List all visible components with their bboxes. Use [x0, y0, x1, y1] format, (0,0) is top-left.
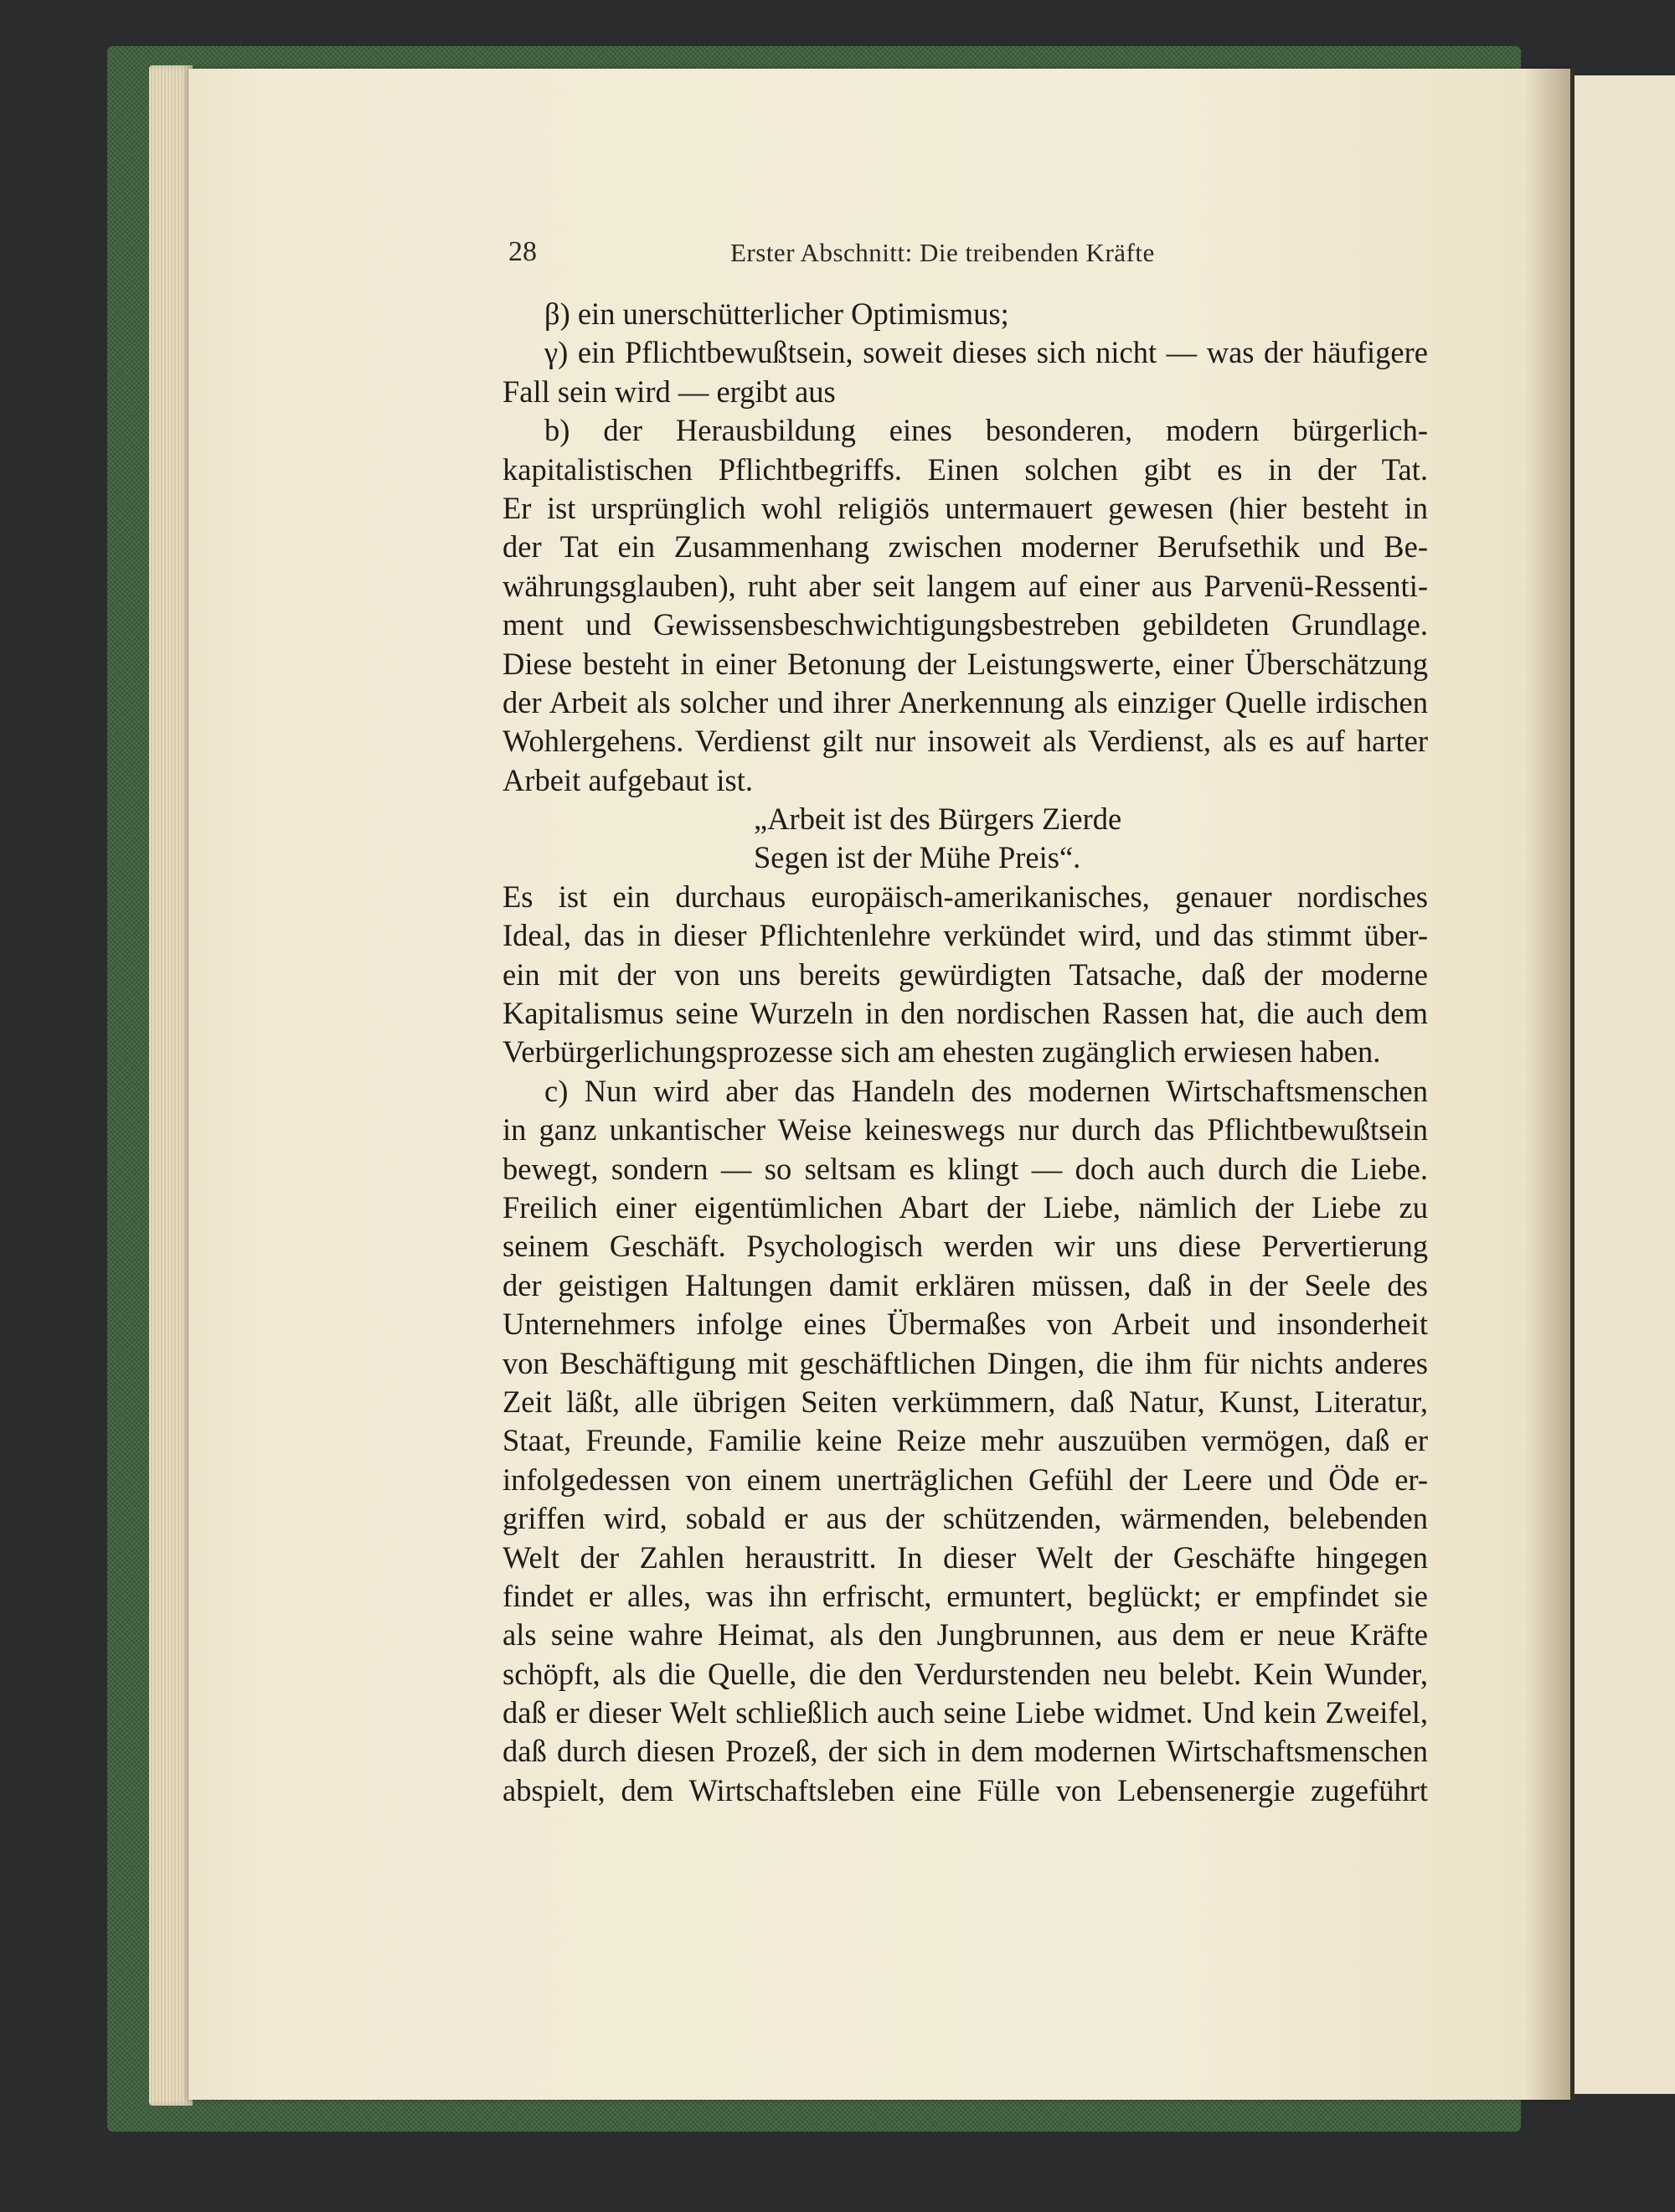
text-line: bewegt, sondern — so seltsam es klingt — doch auch durch die Liebe.	[502, 1151, 1428, 1186]
page-edges	[149, 65, 193, 2106]
text-line: Arbeit aufgebaut ist.	[502, 762, 754, 797]
text-line: Unternehmers infolge eines Übermaßes von Arbeit und insonderheit	[502, 1307, 1428, 1342]
page-number: 28	[508, 236, 537, 267]
text-line: der Tat ein Zusammenhang zwischen moderner Berufsethik und Be-	[502, 529, 1428, 565]
running-title: Erster Abschnitt: Die treibenden Kräfte	[730, 238, 1155, 267]
text-line: seinem Geschäft. Psychologisch werden wir uns diese Pervertierung	[502, 1229, 1428, 1264]
text-line: c) Nun wird aber das Handeln des modernen Wirtschaftsmenschen	[544, 1073, 1428, 1108]
text-line: ein mit der von uns bereits gewürdigten Tatsache, daß der moderne	[502, 956, 1428, 992]
text-line: b) der Herausbildung eines besonderen, modern bürgerlich-	[544, 413, 1428, 448]
text-line: in ganz unkantischer Weise keineswegs nur durch das Pflichtbewußtsein	[502, 1112, 1428, 1147]
text-line: Freilich einer eigentümlichen Abart der Liebe, nämlich der Liebe zu	[502, 1189, 1428, 1225]
text-line: Es ist ein durchaus europäisch-amerikanisches, genauer nordisches	[502, 879, 1428, 914]
text-line: griffen wird, sobald er aus der schützenden, wärmenden, belebenden	[502, 1501, 1428, 1536]
text-line: schöpft, als die Quelle, die den Verdurstenden neu belebt. Kein Wunder,	[502, 1656, 1428, 1691]
text-line: findet er alles, was ihn erfrischt, ermuntert, beglückt; er empfindet sie	[502, 1578, 1428, 1613]
text-line: γ) ein Pflichtbewußtsein, soweit dieses sich nicht — was der häufigere	[544, 335, 1428, 370]
text-line: Wohlergehens. Verdienst gilt nur insoweit als Verdienst, als es auf harter	[502, 724, 1428, 759]
text-line: als seine wahre Heimat, als den Jungbrunnen, aus dem er neue Kräfte	[502, 1617, 1428, 1653]
text-line: daß er dieser Welt schließlich auch seine Liebe widmet. Und kein Zweifel,	[502, 1695, 1428, 1730]
text-line: währungsglauben), ruht aber seit langem auf einer aus Parvenü-Ressenti-	[502, 568, 1428, 603]
page-header	[508, 236, 1430, 270]
text-line: Fall sein wird — ergibt aus	[502, 374, 836, 409]
text-line: der geistigen Haltungen damit erklären müssen, daß in der Seele des	[502, 1267, 1428, 1302]
text-line: Verbürgerlichungsprozesse sich am ehesten zugänglich erwiesen haben.	[502, 1034, 1381, 1070]
text-line: Er ist ursprünglich wohl religiös untermauert gewesen (hier besteht in	[502, 490, 1428, 525]
text-line: kapitalistischen Pflichtbegriffs. Einen solchen gibt es in der Tat.	[502, 451, 1428, 487]
gutter-shadow	[1524, 69, 1574, 2100]
text-line: Diese besteht in einer Betonung der Leistungswerte, einer Überschätzung	[502, 646, 1428, 681]
facing-page-edge	[1574, 75, 1675, 2094]
text-line: von Beschäftigung mit geschäftlichen Dingen, die ihm für nichts anderes	[502, 1345, 1428, 1380]
verse-line: „Arbeit ist des Bürgers Zierde	[754, 802, 1122, 837]
text-line: Kapitalismus seine Wurzeln in den nordischen Rassen hat, die auch dem	[502, 996, 1428, 1031]
text-line: der Arbeit als solcher und ihrer Anerkennung als einziger Quelle irdischen	[502, 684, 1428, 719]
text-line: Welt der Zahlen heraustritt. In dieser Welt der Geschäfte hingegen	[502, 1539, 1428, 1575]
text-line: Ideal, das in dieser Pflichtenlehre verkündet wird, und das stimmt über-	[502, 918, 1428, 953]
body-text	[502, 295, 1428, 1810]
text-line: daß durch diesen Prozeß, der sich in dem modernen Wirtschaftsmenschen	[502, 1734, 1428, 1769]
text-line: Zeit läßt, alle übrigen Seiten verkümmern, daß Natur, Kunst, Literatur,	[502, 1384, 1428, 1419]
verse-line: Segen ist der Mühe Preis“.	[754, 840, 1081, 875]
text-line: infolgedessen von einem unerträglichen Gefühl der Leere und Öde er-	[502, 1462, 1428, 1497]
text-line: β) ein unerschütterlicher Optimismus;	[544, 296, 1009, 331]
text-line: Staat, Freunde, Familie keine Reize mehr auszuüben vermögen, daß er	[502, 1423, 1428, 1458]
text-line: abspielt, dem Wirtschaftsleben eine Fülle von Lebensenergie zugeführt	[502, 1772, 1428, 1807]
text-line: ment und Gewissensbeschwichtigungsbestreben gebildeten Grundlage.	[502, 607, 1428, 642]
